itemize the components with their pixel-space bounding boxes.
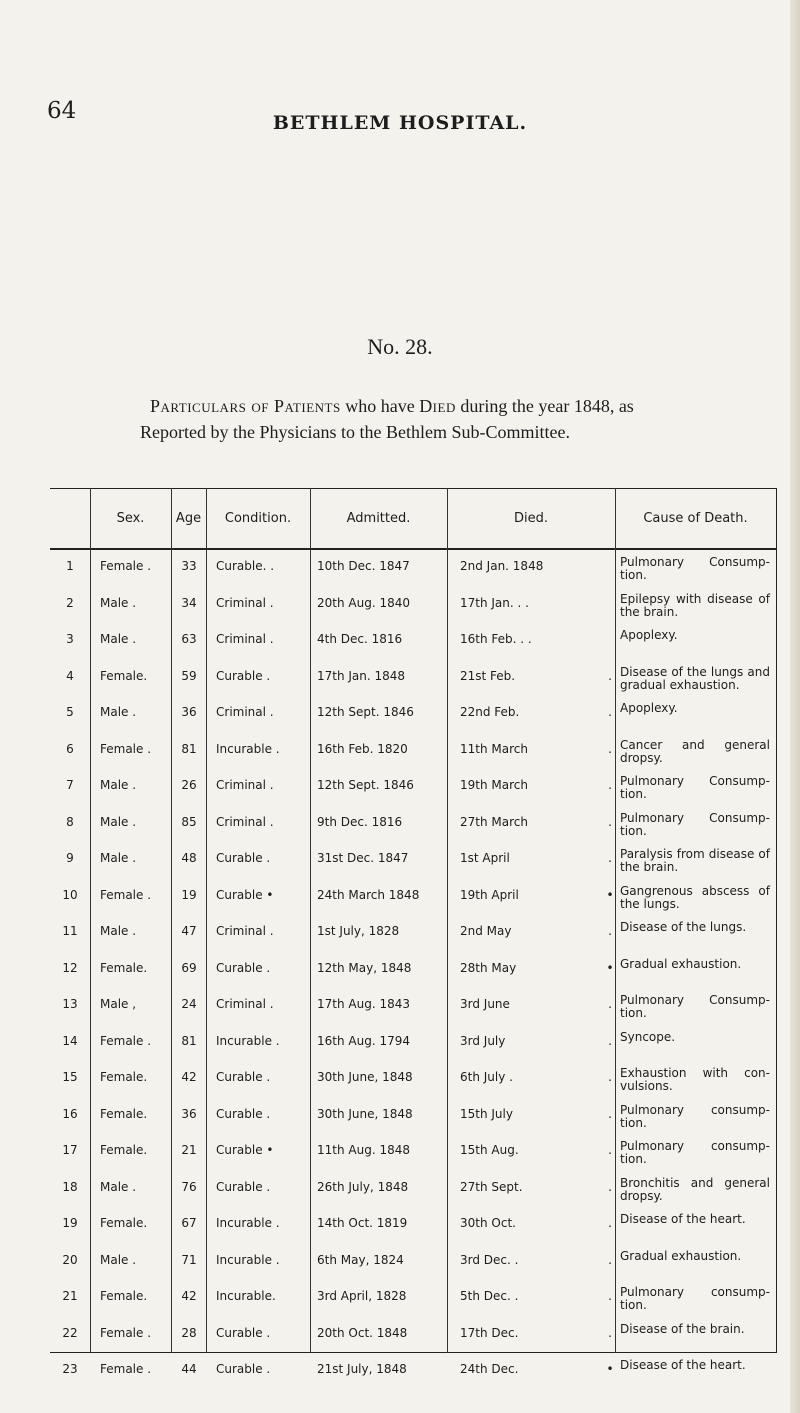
cell-died: 15th Aug. — [460, 1143, 519, 1157]
cell-sex: Male . — [100, 1179, 137, 1194]
cell-admitted: 14th Oct. 1819 — [317, 1216, 408, 1230]
cell-leader-dot — [605, 629, 615, 649]
cell-cause: Exhaustion with con- vulsions. — [620, 1066, 770, 1093]
cell-cause: Epilepsy with disease of the brain. — [620, 591, 770, 619]
table-row — [50, 950, 777, 987]
row-number: 9 — [66, 851, 74, 865]
cell-cause: Paralysis from disease of the brain. — [620, 847, 770, 874]
table-row — [50, 1023, 777, 1060]
cell-leader-dot: . — [608, 1325, 612, 1340]
cell-leader-dot — [605, 556, 615, 576]
table-body — [50, 548, 777, 1388]
cell-admitted: 9th Dec. 1816 — [317, 814, 403, 829]
cell-age: 48 — [181, 851, 197, 865]
cell-age: 26 — [181, 778, 197, 792]
cell-condition: Curable. . — [216, 559, 275, 573]
cell-age: 59 — [181, 668, 197, 683]
row-number: 19 — [62, 1216, 78, 1230]
cell-sex: Female . — [100, 1325, 152, 1340]
heading-who-have: who have — [340, 396, 420, 416]
heading-line-2: Reported by the Physicians to the Bethlem Sub-Committee. — [140, 422, 570, 442]
cell-cause: Syncope. — [620, 1029, 676, 1044]
cell-cause: Pulmonary consump- tion. — [620, 1102, 770, 1130]
cell-leader-dot: • — [606, 1362, 614, 1376]
table-row — [50, 694, 777, 731]
table-row — [50, 1169, 777, 1206]
cell-leader-dot: . — [608, 851, 612, 865]
cell-admitted: 17th Jan. 1848 — [317, 668, 406, 683]
cell-sex: Male . — [100, 814, 137, 829]
cell-sex: Female . — [100, 741, 152, 756]
cell-condition: Incurable . — [216, 1252, 280, 1267]
cell-age: 63 — [181, 632, 197, 646]
cell-leader-dot: • — [606, 887, 614, 902]
cell-cause: Disease of the heart. — [620, 1212, 746, 1226]
cell-sex: Female. — [100, 668, 148, 683]
cell-leader-dot: • — [606, 960, 614, 975]
cell-sex: Female . — [100, 887, 152, 902]
table-row — [50, 1351, 777, 1388]
cell-condition: Curable . — [216, 1179, 271, 1194]
table-row — [50, 621, 777, 658]
running-head: BETHLEM HOSPITAL. — [272, 112, 528, 134]
cell-condition: Criminal . — [216, 778, 274, 792]
table-row — [50, 1315, 777, 1352]
row-number: 1 — [66, 559, 74, 573]
cell-died: 19th March — [460, 778, 528, 792]
row-number: 11 — [62, 924, 78, 938]
row-number: 2 — [66, 595, 74, 610]
row-number: 12 — [62, 960, 78, 975]
cell-cause: Disease of the heart. — [620, 1358, 746, 1372]
table-row — [50, 986, 777, 1023]
cell-admitted: 1st July, 1828 — [317, 924, 400, 938]
cell-admitted: 16th Aug. 1794 — [317, 1033, 410, 1048]
row-number: 16 — [62, 1106, 78, 1121]
cell-sex: Male . — [100, 595, 137, 610]
cell-leader-dot: . — [608, 997, 612, 1011]
cell-died: 27th Sept. — [460, 1179, 523, 1194]
cell-age: 21 — [181, 1143, 197, 1157]
cell-condition: Criminal . — [216, 632, 274, 646]
cell-condition: Curable • — [216, 1143, 274, 1157]
cell-admitted: 3rd April, 1828 — [317, 1289, 407, 1303]
header-age: Age — [175, 510, 202, 526]
table-row — [50, 877, 777, 914]
cell-leader-dot: . — [608, 1106, 612, 1121]
cell-cause: Pulmonary Consump- tion. — [620, 555, 770, 582]
cell-condition: Criminal . — [216, 924, 274, 938]
cell-age: 47 — [181, 924, 197, 938]
patients-table — [50, 488, 777, 1376]
cell-died: 17th Dec. — [460, 1325, 519, 1340]
cell-age: 81 — [181, 1033, 197, 1048]
cell-leader-dot — [605, 593, 615, 613]
cell-age: 36 — [181, 705, 197, 719]
cell-leader-dot: . — [608, 705, 612, 719]
cell-leader-dot: . — [608, 1033, 612, 1048]
cell-admitted: 30th June, 1848 — [317, 1106, 413, 1121]
row-number: 5 — [66, 705, 74, 719]
cell-admitted: 24th March 1848 — [317, 887, 420, 902]
cell-died: 22nd Feb. — [460, 705, 520, 719]
cell-admitted: 4th Dec. 1816 — [317, 632, 403, 646]
cell-condition: Incurable. — [216, 1289, 276, 1303]
cell-died: 16th Feb. . . — [460, 632, 532, 646]
cell-died: 6th July . — [460, 1070, 513, 1084]
scan-edge — [790, 0, 800, 1413]
cell-age: 42 — [181, 1070, 197, 1084]
table-row — [50, 1132, 777, 1169]
table-row — [50, 1059, 777, 1096]
cell-admitted: 17th Aug. 1843 — [317, 997, 410, 1011]
cell-died: 30th Oct. — [460, 1216, 516, 1230]
cell-leader-dot: . — [608, 1070, 612, 1084]
cell-age: 34 — [181, 595, 197, 610]
row-number: 15 — [62, 1070, 78, 1084]
cell-died: 15th July — [460, 1106, 513, 1121]
cell-sex: Male . — [100, 851, 137, 865]
row-number: 14 — [62, 1033, 78, 1048]
cell-condition: Curable • — [216, 887, 274, 902]
cell-condition: Curable . — [216, 668, 271, 683]
cell-died: 3rd June — [460, 997, 510, 1011]
cell-died: 3rd July — [460, 1033, 506, 1048]
cell-leader-dot: . — [608, 1143, 612, 1157]
cell-age: 76 — [181, 1179, 197, 1194]
table-heading — [140, 393, 690, 445]
row-number: 18 — [62, 1179, 78, 1194]
table-row — [50, 1242, 777, 1279]
cell-condition: Curable . — [216, 1106, 271, 1121]
cell-cause: Cancer and general dropsy. — [620, 737, 770, 765]
cell-cause: Pulmonary Consump- tion. — [620, 810, 770, 838]
cell-sex: Female. — [100, 1106, 148, 1121]
cell-condition: Incurable . — [216, 741, 280, 756]
cell-age: 28 — [181, 1325, 197, 1340]
cell-age: 36 — [181, 1106, 197, 1121]
cell-died: 1st April — [460, 851, 510, 865]
cell-cause: Gradual exhaustion. — [620, 956, 742, 971]
cell-cause: Disease of the brain. — [620, 1321, 745, 1336]
cell-leader-dot: . — [608, 778, 612, 792]
row-number: 7 — [66, 778, 74, 792]
table-row — [50, 658, 777, 695]
cell-sex: Male . — [100, 924, 137, 938]
cell-died: 24th Dec. — [460, 1362, 519, 1376]
cell-admitted: 20th Aug. 1840 — [317, 595, 410, 610]
cell-died: 11th March — [460, 741, 528, 756]
cell-age: 33 — [181, 559, 197, 573]
cell-condition: Incurable . — [216, 1033, 280, 1048]
row-number: 23 — [62, 1362, 78, 1376]
document-number: No. 28. — [367, 334, 433, 359]
cell-sex: Female . — [100, 559, 152, 573]
cell-condition: Curable . — [216, 960, 271, 975]
cell-leader-dot: . — [608, 741, 612, 756]
cell-leader-dot: . — [608, 924, 612, 938]
cell-died: 3rd Dec. . — [460, 1252, 519, 1267]
cell-age: 67 — [181, 1216, 197, 1230]
heading-particulars: Particulars of Patients — [150, 396, 341, 416]
cell-leader-dot: . — [608, 814, 612, 829]
cell-died: 19th April — [460, 887, 519, 902]
cell-cause: Disease of the lungs and gradual exhaustion. — [620, 664, 770, 692]
cell-cause: Apoplexy. — [620, 628, 678, 642]
table-row — [50, 767, 777, 804]
cell-admitted: 26th July, 1848 — [317, 1179, 409, 1194]
row-number: 3 — [66, 632, 74, 646]
cell-cause: Pulmonary consump- tion. — [620, 1139, 770, 1166]
cell-condition: Curable . — [216, 1070, 271, 1084]
header-sex: Sex. — [116, 510, 145, 526]
cell-age: 81 — [181, 741, 197, 756]
cell-sex: Female. — [100, 1289, 148, 1303]
cell-age: 85 — [181, 814, 197, 829]
cell-age: 71 — [181, 1252, 197, 1267]
table-row — [50, 731, 777, 768]
table-row — [50, 804, 777, 841]
cell-leader-dot: . — [608, 1216, 612, 1230]
cell-age: 19 — [181, 887, 197, 902]
cell-leader-dot: . — [608, 1252, 612, 1267]
cell-sex: Female . — [100, 1362, 152, 1376]
row-number: 22 — [62, 1325, 78, 1340]
cell-sex: Female. — [100, 1070, 148, 1084]
cell-admitted: 6th May, 1824 — [317, 1252, 404, 1267]
table-row — [50, 585, 777, 622]
cell-admitted: 31st Dec. 1847 — [317, 851, 409, 865]
cell-died: 2nd Jan. 1848 — [460, 559, 544, 573]
cell-sex: Male . — [100, 705, 137, 719]
cell-sex: Male . — [100, 778, 137, 792]
cell-cause: Gradual exhaustion. — [620, 1248, 742, 1263]
cell-admitted: 10th Dec. 1847 — [317, 559, 410, 573]
table-row — [50, 548, 777, 585]
cell-condition: Curable . — [216, 1325, 271, 1340]
table-row — [50, 1278, 777, 1315]
cell-admitted: 21st July, 1848 — [317, 1362, 407, 1376]
row-number: 8 — [66, 814, 74, 829]
cell-condition: Curable . — [216, 851, 271, 865]
cell-died: 17th Jan. . . — [460, 595, 529, 610]
row-number: 10 — [62, 887, 78, 902]
cell-sex: Male , — [100, 997, 137, 1011]
cell-age: 24 — [181, 997, 197, 1011]
header-condition: Condition. — [224, 510, 292, 526]
row-number: 6 — [66, 741, 74, 756]
cell-condition: Incurable . — [216, 1216, 280, 1230]
cell-leader-dot: . — [608, 1289, 612, 1303]
cell-sex: Male . — [100, 632, 137, 646]
cell-cause: Gangrenous abscess of the lungs. — [620, 883, 770, 911]
cell-condition: Criminal . — [216, 997, 274, 1011]
cell-age: 69 — [181, 960, 197, 975]
cell-died: 27th March — [460, 814, 528, 829]
cell-age: 42 — [181, 1289, 197, 1303]
table-row — [50, 1205, 777, 1242]
row-number: 20 — [62, 1252, 78, 1267]
cell-condition: Curable . — [216, 1362, 271, 1376]
header-cause: Cause of Death. — [643, 510, 748, 526]
cell-admitted: 11th Aug. 1848 — [317, 1143, 410, 1157]
cell-leader-dot: . — [608, 668, 612, 683]
cell-cause: Apoplexy. — [620, 701, 678, 715]
heading-line-1 — [150, 393, 690, 419]
cell-admitted: 30th June, 1848 — [317, 1070, 413, 1084]
cell-leader-dot: . — [608, 1179, 612, 1194]
cell-cause: Pulmonary consump- tion. — [620, 1285, 770, 1312]
cell-sex: Female . — [100, 1033, 152, 1048]
cell-sex: Female. — [100, 1143, 148, 1157]
cell-cause: Pulmonary Consump- tion. — [620, 774, 770, 801]
cell-admitted: 12th Sept. 1846 — [317, 705, 414, 719]
cell-condition: Criminal . — [216, 595, 274, 610]
row-number: 21 — [62, 1289, 78, 1303]
cell-died: 5th Dec. . — [460, 1289, 519, 1303]
cell-admitted: 12th May, 1848 — [317, 960, 412, 975]
heading-died: Died — [419, 396, 456, 416]
table-row — [50, 1096, 777, 1133]
page-number: 64 — [47, 98, 77, 124]
cell-died: 21st Feb. — [460, 668, 516, 683]
row-number: 17 — [62, 1143, 78, 1157]
cell-admitted: 20th Oct. 1848 — [317, 1325, 408, 1340]
cell-age: 44 — [181, 1362, 197, 1376]
cell-cause: Bronchitis and general dropsy. — [620, 1175, 770, 1203]
cell-sex: Male . — [100, 1252, 137, 1267]
row-number: 4 — [66, 668, 74, 683]
cell-died: 2nd May — [460, 924, 512, 938]
cell-sex: Female. — [100, 1216, 148, 1230]
cell-admitted: 12th Sept. 1846 — [317, 778, 414, 792]
cell-admitted: 16th Feb. 1820 — [317, 741, 408, 756]
cell-condition: Criminal . — [216, 705, 274, 719]
cell-cause: Disease of the lungs. — [620, 920, 747, 934]
cell-cause: Pulmonary Consump- tion. — [620, 993, 770, 1020]
table-row — [50, 913, 777, 950]
cell-died: 28th May — [460, 960, 517, 975]
header-admitted: Admitted. — [346, 510, 411, 526]
header-died: Died. — [513, 510, 548, 526]
table-row — [50, 840, 777, 877]
row-number: 13 — [62, 997, 78, 1011]
cell-condition: Criminal . — [216, 814, 274, 829]
cell-sex: Female. — [100, 960, 148, 975]
heading-during: during the year 1848, as — [455, 396, 634, 416]
